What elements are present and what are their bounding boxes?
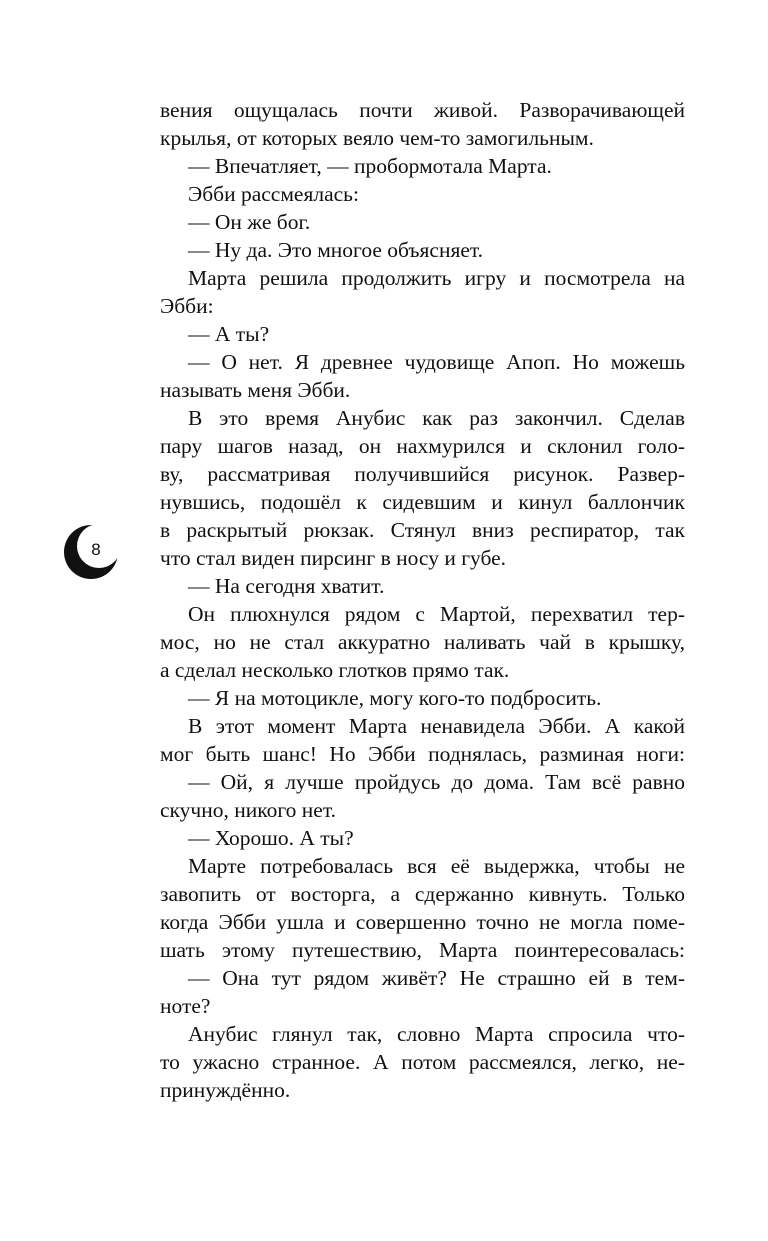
text-line: — А ты? [188,322,270,346]
text-line: что стал виден пирсинг в носу и губе. [160,546,507,570]
text-line: нувшись, подошёл к сидевшим и кинул баллончик [160,490,685,514]
text-line: — О нет. Я древнее чудовище Апоп. Но можешь [188,350,685,374]
text-line: — Она тут рядом живёт? Не страшно ей в тем- [188,966,685,990]
text-line: мог быть шанс! Но Эбби поднялась, разминая ноги: [160,742,685,766]
text-line: — Ой, я лучше пройдусь до дома. Там всё равно [188,770,685,794]
text-line: а сделал несколько глотков прямо так. [160,658,510,682]
text-line: Марта решила продолжить игру и посмотрела на [188,266,685,290]
text-line: принуждённо. [160,1078,291,1102]
text-line: Эбби: [160,294,214,318]
text-line: Марте потребовалась вся её выдержка, чтобы не [188,854,685,878]
text-line: — Хорошо. А ты? [188,826,354,850]
text-line: — Я на мотоцикле, могу кого-то подбросить. [188,686,602,710]
text-line: мос, но не стал аккуратно наливать чай в крышку, [160,630,685,654]
text-line: Анубис глянул так, словно Марта спросила что- [188,1022,685,1046]
text-line: когда Эбби ушла и совершенно точно не могла поме- [160,910,685,934]
body-text [160,96,685,1104]
text-line: — Он же бог. [188,210,311,234]
text-line: В это время Анубис как раз закончил. Сделав [188,406,685,430]
text-line: — Ну да. Это многое объясняет. [188,238,484,262]
text-line: ву, рассматривая получившийся рисунок. Развер- [160,462,685,486]
text-line: завопить от восторга, а сдержанно кивнуть. Только [160,882,685,906]
text-line: вения ощущалась почти живой. Разворачивающей [160,98,685,122]
text-line: шать этому путешествию, Марта поинтересовалась: [160,938,685,962]
text-line: называть меня Эбби. [160,378,351,402]
text-line: ноте? [160,994,211,1018]
text-line: — На сегодня хватит. [188,574,385,598]
text-line: пару шагов назад, он нахмурился и склонил голо- [160,434,685,458]
text-line: в раскрытый рюкзак. Стянул вниз респиратор, так [160,518,685,542]
text-line: Эбби рассмеялась: [188,182,359,206]
text-line: крылья, от которых веяло чем-то замогильным. [160,126,594,150]
text-line: В этот момент Марта ненавидела Эбби. А какой [188,714,685,738]
text-line: скучно, никого нет. [160,798,336,822]
page-number: 8 [91,540,101,559]
text-line: — Впечатляет, — пробормотала Марта. [188,154,552,178]
text-line: Он плюхнулся рядом с Мартой, перехватил тер- [188,602,685,626]
text-line: то ужасно странное. А потом рассмеялся, легко, не- [160,1050,685,1074]
